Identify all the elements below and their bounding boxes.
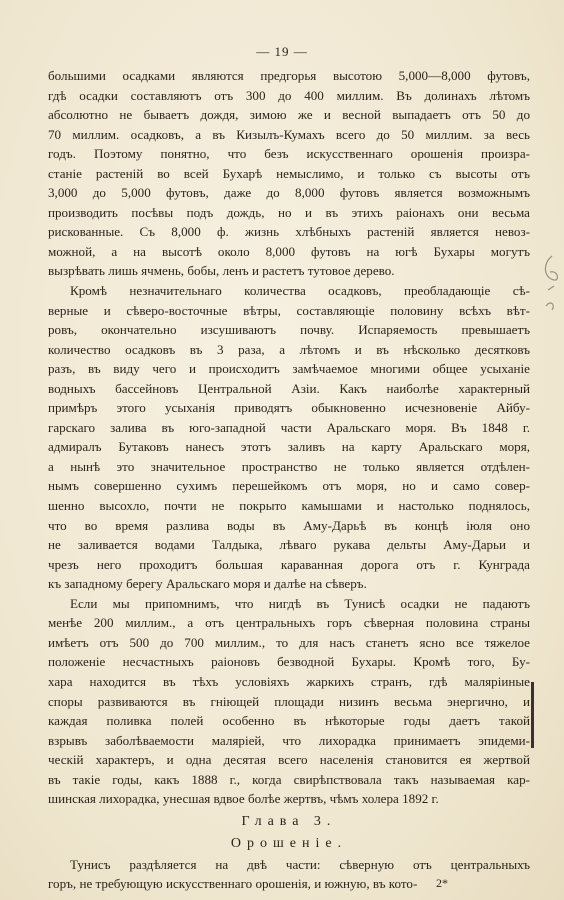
- text-line-content: чрезъ него проходитъ большая караванная дорога отъ г. Кунграда: [48, 556, 530, 572]
- text-line-content: 70 миллим. осадковъ, а въ Кизылъ-Кумахъ всего до 50 миллим. за весь: [48, 126, 530, 142]
- text-line-content: Если мы припомнимъ, что нигдѣ въ Тунисѣ осадки не падаютъ: [70, 595, 530, 611]
- text-line: [48, 379, 530, 399]
- text-line-content: имѣетъ отъ 500 до 700 миллим., то для насъ станетъ ясно все тяжелое: [48, 634, 530, 650]
- text-line: [48, 66, 530, 86]
- text-line: [48, 340, 530, 360]
- text-line-content: а нынѣ это значительное пространство не только является отдѣлен-: [48, 458, 530, 474]
- text-line-content: верные и сѣверо-восточные вѣтры, составляющіе половину всѣхъ вѣт-: [48, 302, 530, 318]
- text-line-content: Тунисъ раздѣляется на двѣ части: сѣверную отъ центральныхъ: [70, 856, 530, 872]
- text-line: [48, 613, 530, 633]
- chapter-heading: Глава 3.: [241, 813, 337, 829]
- paragraph-tunis-comparison: [48, 594, 530, 809]
- text-line-content: рискованные. Съ 8,000 ф. жизнь хлѣбныхъ растеній является невоз-: [48, 224, 530, 240]
- text-line-content: количество осадковъ въ 3 раза, а лѣтомъ и въ нѣсколько десятковъ: [48, 341, 530, 357]
- text-line: [48, 242, 530, 262]
- paragraph-climate: [48, 66, 530, 281]
- text-line: [48, 320, 530, 340]
- text-line: [48, 125, 530, 145]
- text-line-content: адмиралъ Бутаковъ нанесъ этотъ заливъ на карту Аральскаго моря,: [48, 439, 530, 455]
- text-line: [48, 574, 530, 594]
- text-line: [48, 222, 530, 242]
- text-line: [48, 418, 530, 438]
- text-line: [48, 750, 530, 770]
- text-line-content: ровъ, окончательно изсушиваютъ почву. Испаряемость превышаетъ: [48, 322, 530, 338]
- text-line-content: гдѣ осадки составляютъ отъ 300 до 400 миллим. Въ долинахъ лѣтомъ: [48, 87, 530, 103]
- section-heading: Орошеніе.: [230, 835, 348, 851]
- text-line: [48, 555, 530, 575]
- text-line: [48, 105, 530, 125]
- text-line: [48, 516, 530, 536]
- text-line: [48, 874, 530, 894]
- signature-mark: 2*: [436, 876, 448, 890]
- text-line: [48, 457, 530, 477]
- text-line-content: разъ, въ виду чего и происходитъ замѣчаемое многими общее усыханіе: [48, 361, 530, 377]
- text-line: [48, 711, 530, 731]
- text-line-content: можной, а на высотѣ около 8,000 футовъ на югѣ Бухары могутъ: [48, 243, 530, 259]
- text-line-content: годъ. Поэтому понятно, что безъ искусственнаго орошенія произра-: [48, 146, 530, 162]
- text-line-content: хара находится въ тѣхъ условіяхъ жаркихъ странъ, гдѣ маляріиные: [48, 673, 530, 689]
- page-number: — 19 —: [256, 44, 308, 59]
- page-text: [48, 66, 530, 894]
- paragraph-winds: [48, 281, 530, 594]
- text-line: [48, 398, 530, 418]
- text-line: [48, 359, 530, 379]
- text-line-content: гарскаго залива въ юго-западной части Аральскаго моря. Въ 1848 г.: [48, 419, 530, 435]
- text-line-content: горъ, не требующую искусственнаго орошенія, и южную, въ кото-: [48, 876, 418, 892]
- text-line-content: большими осадками являются предгорья высотою 5,000—8,000 футовъ,: [48, 68, 530, 83]
- text-line-content: споры развиваются въ гніющей площади низинъ весьма энергично, и: [48, 693, 530, 709]
- paragraph-irrigation: [48, 855, 530, 894]
- text-line: [48, 281, 530, 301]
- text-line-content: вызрѣвать лишь ячмень, бобы, ленъ и растетъ тутовое дерево.: [48, 263, 395, 279]
- text-line-content: въ такіе годы, какъ 1888 г., когда свирѣпствовала такъ называемая кар-: [48, 771, 530, 787]
- text-line: [48, 789, 530, 809]
- text-line-content: къ западному берегу Аральскаго моря и далѣе на сѣверъ.: [48, 576, 367, 592]
- text-line-content: станіе растеній во всей Бухарѣ немыслимо, и только съ высоты отъ: [48, 165, 530, 181]
- text-line: [48, 594, 530, 614]
- margin-pencil-bar: [531, 682, 534, 748]
- text-line: [48, 164, 530, 184]
- text-line-content: каждая поливка полей особенно въ нѣкоторые годы даетъ такой: [48, 713, 530, 729]
- text-line-content: шинская лихорадка, унесшая вдвое болѣе жертвъ, чѣмъ холера 1892 г.: [48, 791, 439, 807]
- text-line: [48, 86, 530, 106]
- text-line-content: что во время разлива воды въ Аму-Дарьѣ въ концѣ іюля оно: [48, 517, 530, 533]
- text-line: [48, 652, 530, 672]
- text-line-content: ческій характеръ, и одна десятая всего населенія становится ея жертвой: [48, 752, 530, 768]
- text-line: [48, 770, 530, 790]
- text-line: [48, 261, 530, 281]
- text-line-content: нымъ совершенно сухимъ перешейкомъ отъ моря, но и само совер-: [48, 478, 530, 494]
- text-line: [48, 437, 530, 457]
- text-line-content: менѣе 200 миллим., а отъ центральныхъ горъ сѣверная половина страны: [48, 615, 530, 631]
- text-line: [48, 731, 530, 751]
- text-line-content: 3,000 до 5,000 футовъ, даже до 8,000 футовъ является возможнымъ: [48, 185, 530, 201]
- text-line: [48, 855, 530, 875]
- text-line-content: шенно высохло, почти не покрыто камышами и настолько поднялось,: [48, 498, 530, 514]
- text-line-content: производить посѣвы подъ дождь, но и въ этихъ раіонахъ они весьма: [48, 204, 530, 220]
- text-line-content: абсолютно не бываетъ дождя, зимою же и весной выпадаетъ отъ 50 до: [48, 107, 530, 123]
- text-line: [48, 183, 530, 203]
- text-line: [48, 203, 530, 223]
- margin-pencil-scribble: [540, 250, 562, 325]
- text-line: [48, 692, 530, 712]
- text-line: [48, 496, 530, 516]
- text-line: [48, 144, 530, 164]
- text-line: [48, 672, 530, 692]
- text-line-content: примѣръ этого усыханія приводятъ обыкновенно исчезновеніе Айбу-: [48, 400, 530, 416]
- text-line: [48, 301, 530, 321]
- text-line-content: не заливается водами Талдыка, лѣваго рукава дельты Аму-Дарьи и: [48, 537, 530, 553]
- text-line: [48, 476, 530, 496]
- text-line-content: водныхъ бассейновъ Центральной Азіи. Какъ наиболѣе характерный: [48, 380, 530, 396]
- text-line: [48, 535, 530, 555]
- text-line-content: взрывъ заболѣваемости маляріей, что лихорадка принимаетъ эпидеми-: [48, 732, 530, 748]
- text-line-content: положеніе несчастныхъ раіоновъ безводной Бухары. Кромѣ того, Бу-: [48, 654, 530, 670]
- text-line-content: Кромѣ незначительнаго количества осадковъ, преобладающіе сѣ-: [70, 283, 530, 299]
- text-line: [48, 633, 530, 653]
